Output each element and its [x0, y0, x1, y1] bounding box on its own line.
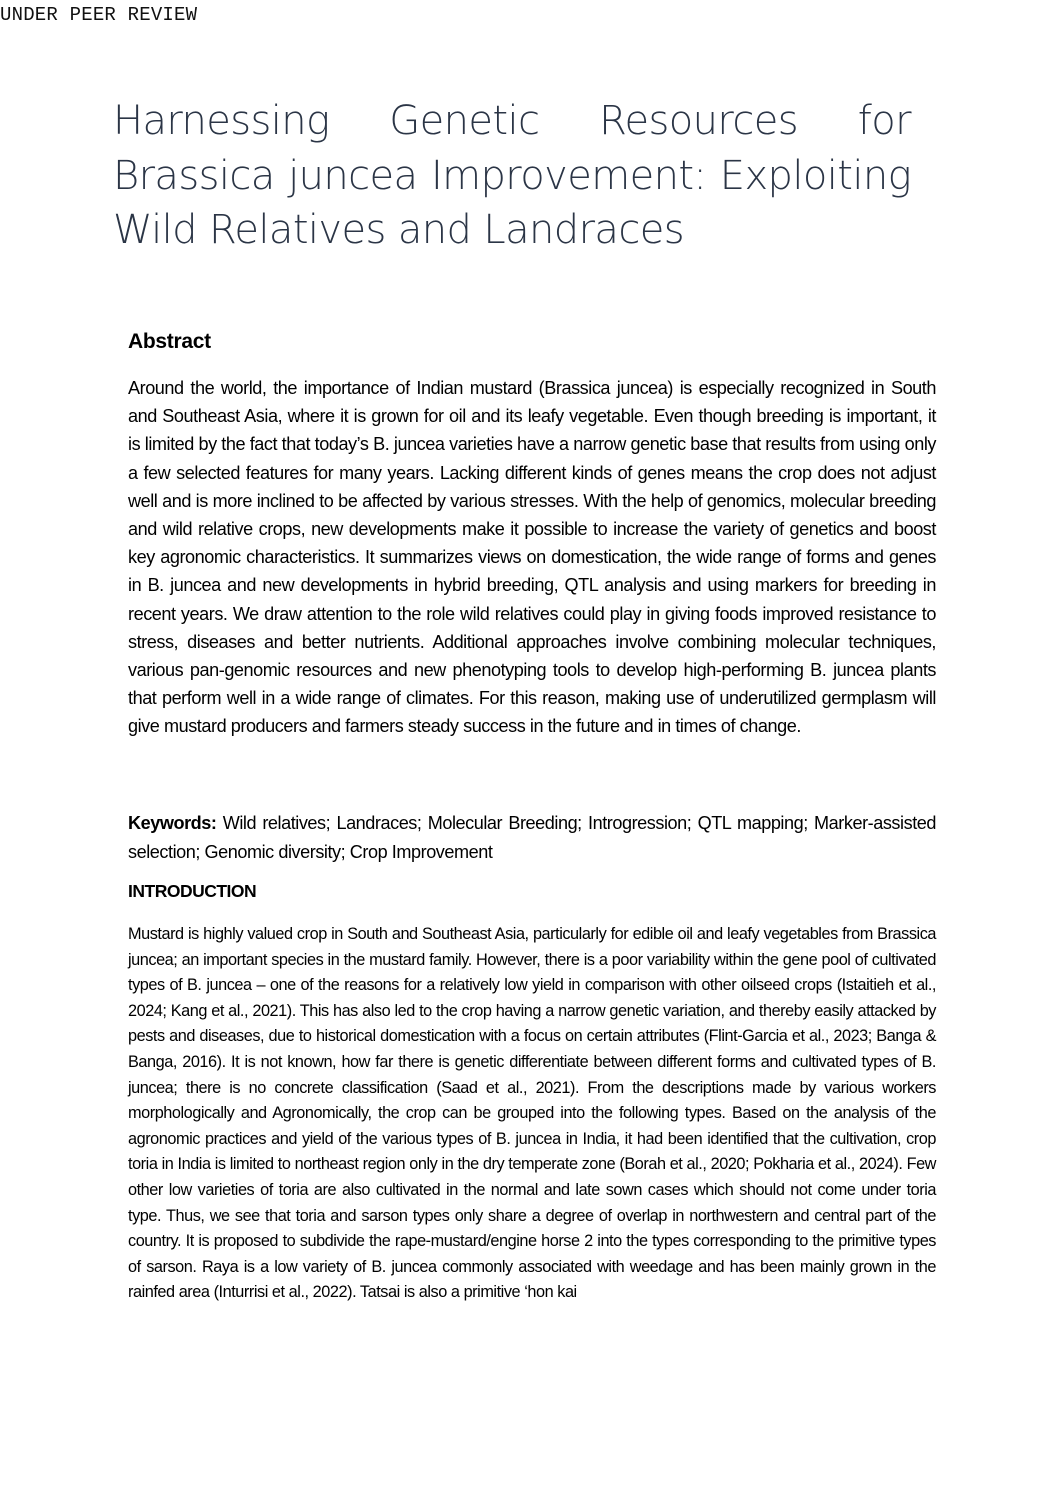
keywords-line — [128, 809, 936, 867]
paper-title: Harnessing Genetic Resources for Brassica juncea Improvement: Exploiting Wild Relatives and Landraces — [113, 98, 911, 253]
keywords-text: Wild relatives; Landraces; Molecular Breeding; Introgression; QTL mapping; Marker-assisted selection; Genomic diversity; Crop Improvement — [128, 813, 936, 862]
introduction-heading: INTRODUCTION — [128, 881, 257, 901]
introduction-body: Mustard is highly valued crop in South and Southeast Asia, particularly for edible oil and leafy vegetables from Brassica juncea; an important species in the mustard family. However, there is a poor variability within the gene pool of cultivated types of B. juncea – one of the reasons for a relatively low yield in comparison with other oilseed crops (Istaitieh et al., 2024; Kang et al., 2021). This has also led to the crop having a narrow genetic variation, and thereby easily attacked by pests and diseases, due to historical domestication with a focus on certain attributes (Flint-Garcia et al., 2023; Banga & Banga, 2016). It is not known, how far there is genetic differentiate between different forms and cultivated types of B. juncea; there is no concrete classification (Saad et al., 2021). From the descriptions made by various workers morphologically and Agronomically, the crop can be grouped into the following types. Based on the analysis of the agronomic practices and yield of the various types of B. juncea in India, it had been identified that the cultivation, crop toria in India is limited to northeast region only in the dry temperate zone (Borah et al., 2020; Pokharia et al., 2024). Few other low varieties of toria are also cultivated in the normal and late sown cases which should not come under toria type. Thus, we see that toria and sarson types only share a degree of overlap in northwestern and central part of the country. It is proposed to subdivide the rape-mustard/engine horse 2 into the types corresponding to the primitive types of sarson. Raya is a low variety of B. juncea commonly associated with weedage and has been mainly grown in the rainfed area (Inturrisi et al., 2022). Tatsai is also a primitive ‘hon kai — [128, 925, 936, 1302]
abstract-body: Around the world, the importance of Indian mustard (Brassica juncea) is especially recognized in South and Southeast Asia, where it is grown for oil and its leafy vegetable. Even though breeding is important, it is limited by the fact that today’s B. juncea varieties have a narrow genetic base that results from using only a few selected features for many years. Lacking different kinds of genes means the crop does not adjust well and is more inclined to be affected by various stresses. With the help of genomics, molecular breeding and wild relative crops, new developments make it possible to increase the variety of genetics and boost key agronomic characteristics. It summarizes views on domestication, the wide range of forms and genes in B. juncea and new developments in hybrid breeding, QTL analysis and using markers for breeding in recent years. We draw attention to the role wild relatives could play in giving foods improved resistance to stress, diseases and better nutrients. Additional approaches involve combining molecular techniques, various pan-genomic resources and new phenotyping tools to develop high-performing B. juncea plants that perform well in a wide range of climates. For this reason, making use of underutilized germplasm will give mustard producers and farmers steady success in the future and in times of change. — [128, 378, 936, 737]
keywords-label: Keywords: — [128, 813, 217, 833]
under-peer-review-watermark: UNDER PEER REVIEW — [0, 4, 198, 26]
abstract-heading: Abstract — [128, 330, 211, 353]
